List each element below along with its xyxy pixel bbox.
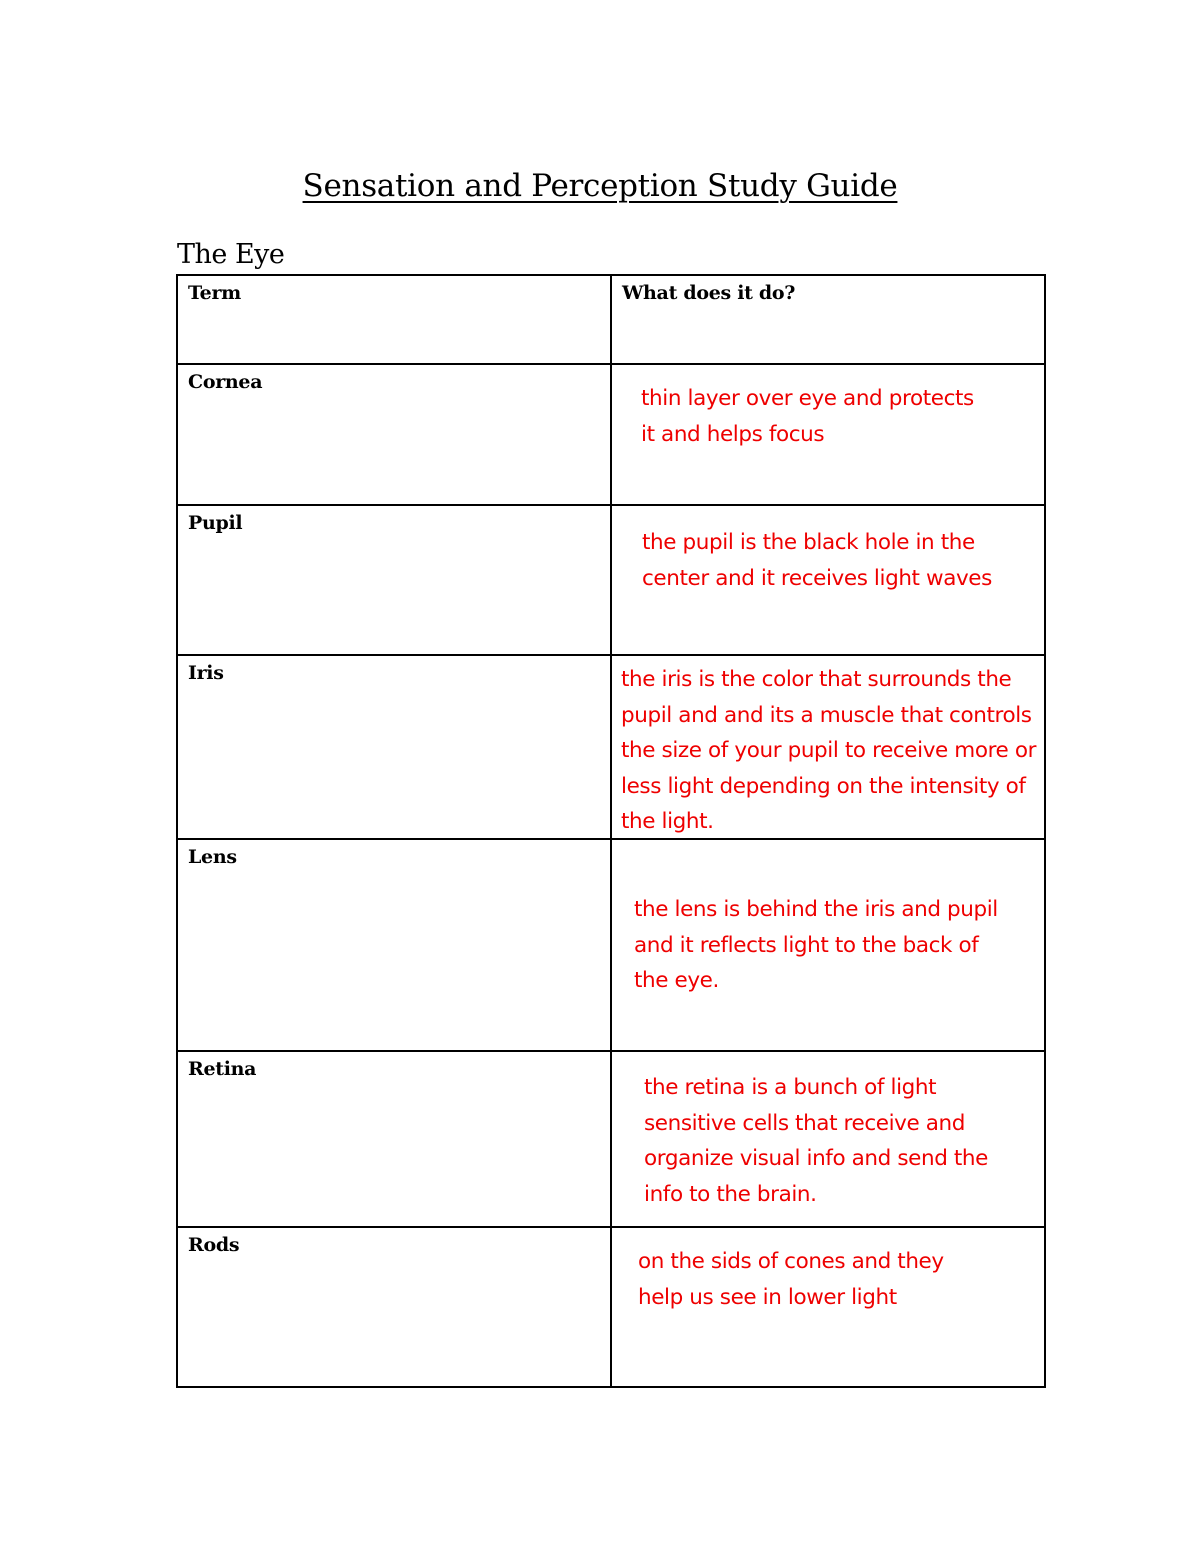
term-cell [177,505,611,655]
table-header-row [177,275,1045,364]
section-heading: The Eye [177,239,285,270]
term-cell [177,1227,611,1387]
table-row [177,505,1045,655]
term-label: Rods [188,1234,240,1256]
term-cell [177,839,611,1051]
answer-cell [611,655,1045,839]
answer-cell [611,505,1045,655]
table-row [177,1227,1045,1387]
term-cell [177,1051,611,1227]
handwritten-answer: on the sids of cones and they help us see in lower light [638,1249,944,1310]
answer-cell [611,1227,1045,1387]
answer-cell [611,839,1045,1051]
answer-cell [611,1051,1045,1227]
term-label: Iris [188,662,224,684]
handwritten-answer: thin layer over eye and protects it and helps focus [641,386,974,447]
handwritten-answer: the lens is behind the iris and pupil and it reflects light to the back of the eye. [634,897,998,993]
header-cell-term [177,275,611,364]
answer-cell [611,364,1045,505]
term-label: Retina [188,1058,257,1080]
header-cell-description [611,275,1045,364]
handwritten-answer: the iris is the color that surrounds the pupil and and its a muscle that controls the size of your pupil to receive more or less light depending on the intensity of the light. [621,667,1037,834]
document-title: Sensation and Perception Study Guide [302,168,898,204]
term-label: Cornea [188,371,263,393]
term-cell [177,364,611,505]
term-cell [177,655,611,839]
handwritten-answer: the pupil is the black hole in the center and it receives light waves [642,530,992,591]
handwritten-answer: the retina is a bunch of light sensitive cells that receive and organize visual info and send the info to the brain. [644,1075,988,1207]
header-term-label: Term [188,282,241,304]
header-description-label: What does it do? [622,282,796,304]
table-row [177,1051,1045,1227]
study-guide-table [176,274,1046,1388]
table-row [177,839,1045,1051]
table-row [177,364,1045,505]
table-row [177,655,1045,839]
term-label: Pupil [188,512,243,534]
term-label: Lens [188,846,237,868]
